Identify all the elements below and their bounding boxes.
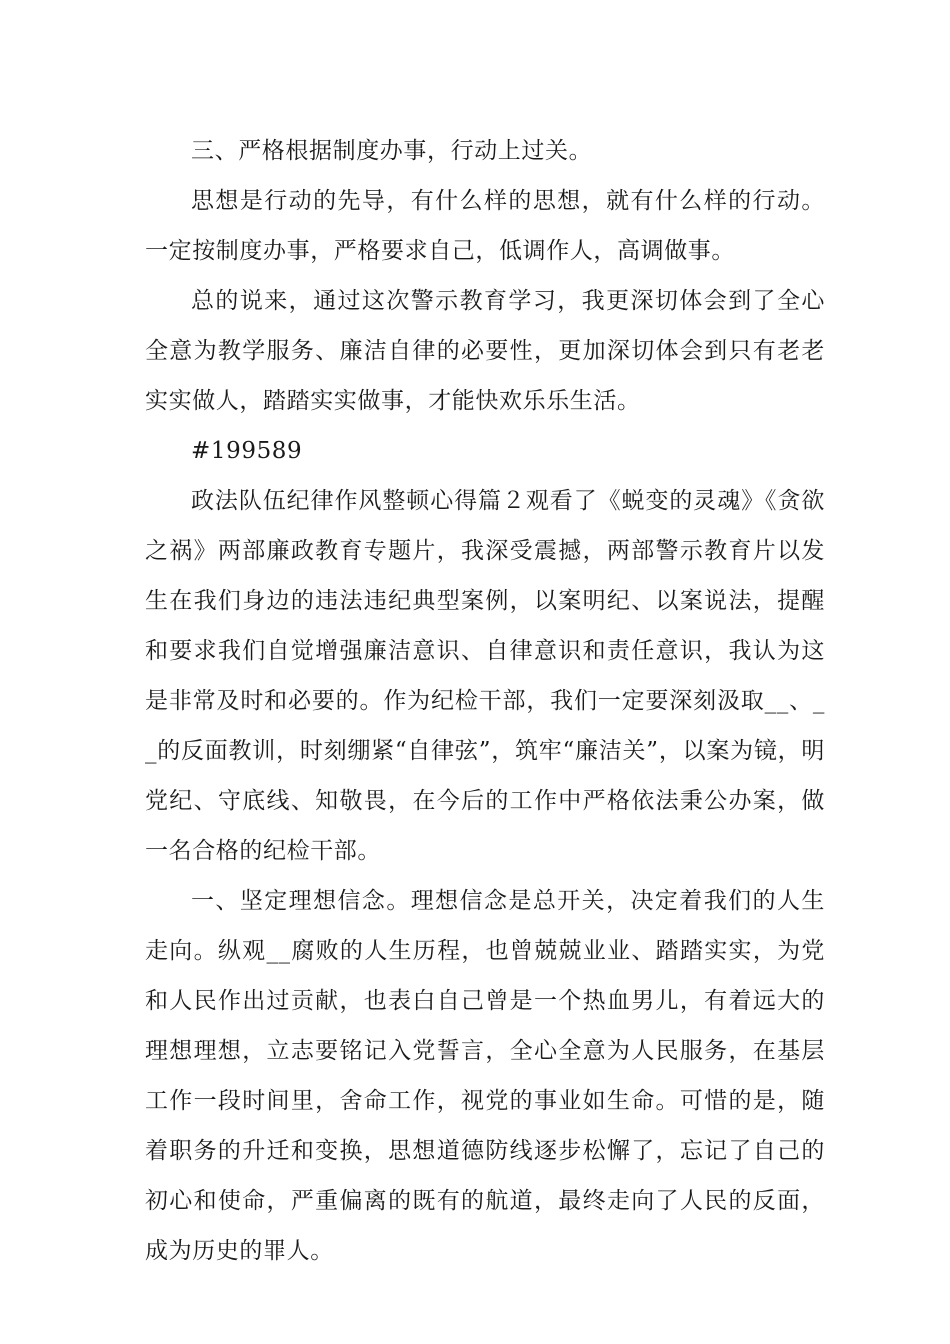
paragraph-thought-action: 思想是行动的先导，有什么样的思想，就有什么样的行动。一定按制度办事，严格要求自己，低调作人，高调做事。 <box>145 188 825 264</box>
paragraph-summary: 总的说来，通过这次警示教育学习，我更深切体会到了全心全意为教学服务、廉洁自律的必要性，更加深切体会到只有老老实实做人，踏踏实实做事，才能快欢乐乐生活。 <box>145 288 825 414</box>
document-id-marker: #199589 <box>191 438 303 464</box>
paragraph-ideals-belief: 一、坚定理想信念。理想信念是总开关，决定着我们的人生走向。纵观__腐败的人生历程，也曾兢兢业业、踏踏实实，为党和人民作出过贡献，也表白自己曾是一个热血男儿，有着远大的理想理想，立志要铭记入党誓言，全心全意为人民服务，在基层工作一段时间里，舍命工作，视党的事业如生命。可惜的是，随着职务的升迁和变换，思想道德防线逐步松懈了，忘记了自己的初心和使命，严重偏离的既有的航道，最终走向了人民的反面，成为历史的罪人。 <box>145 888 825 1264</box>
section-heading-3: 三、严格根据制度办事，行动上过关。 <box>191 138 593 164</box>
document-body <box>145 126 825 1276</box>
paragraph-article-2-intro: 政法队伍纪律作风整顿心得篇２观看了《蜕变的灵魂》《贪欲之祸》两部廉政教育专题片，我深受震撼，两部警示教育片以发生在我们身边的违法违纪典型案例，以案明纪、以案说法，提醒和要求我们自觉增强廉洁意识、自律意识和责任意识，我认为这是非常及时和必要的。作为纪检干部，我们一定要深刻汲取__、__的反面教训，时刻绷紧“自律弦”，筑牢“廉洁关”，以案为镜，明党纪、守底线、知敬畏，在今后的工作中严格依法秉公办案，做一名合格的纪检干部。 <box>145 488 825 864</box>
